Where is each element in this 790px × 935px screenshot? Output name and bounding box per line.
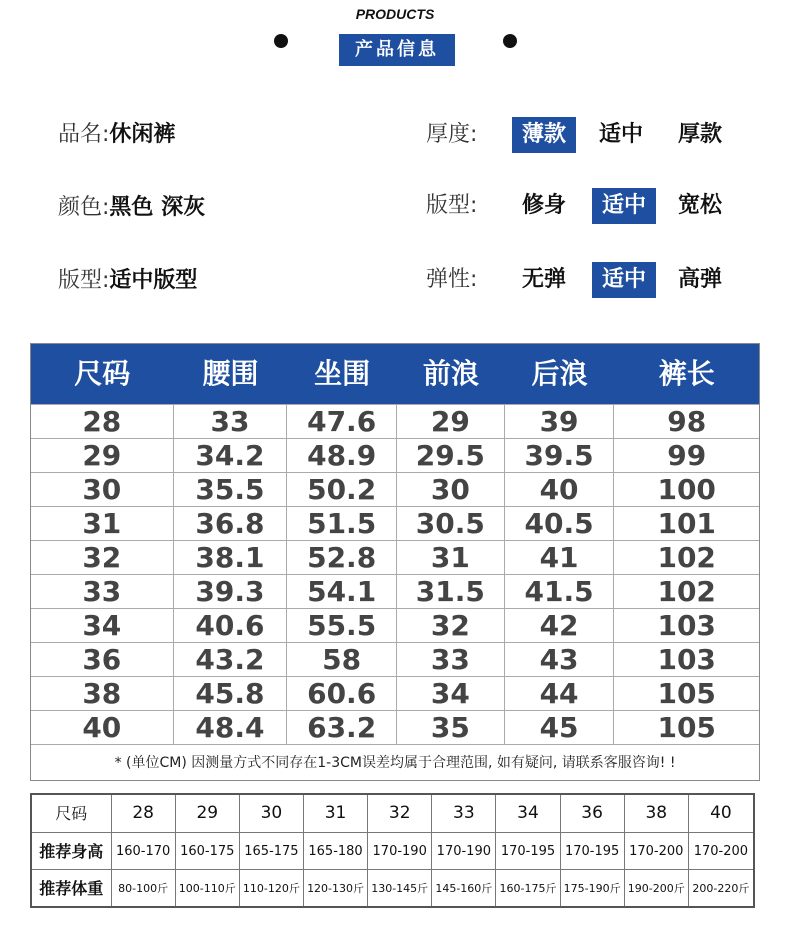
size-table-cell: 39 (505, 405, 615, 438)
info-name-label: 品名: (58, 122, 110, 147)
rec-weight-cell: 190-200斤 (625, 870, 689, 906)
size-table-cell: 36.8 (174, 507, 288, 540)
size-table-cell: 30 (397, 473, 505, 506)
option-thickness-thin: 薄款 (512, 117, 576, 153)
option-style-label: 版型: (426, 193, 478, 218)
option-thickness-label: 厚度: (426, 122, 478, 147)
header-back-rise: 后浪 (531, 357, 588, 390)
size-table-cell: 60.6 (287, 677, 397, 710)
rec-height-cell: 165-180 (304, 833, 368, 869)
rec-height-cell: 160-170 (112, 833, 176, 869)
option-elasticity-medium: 适中 (592, 262, 656, 298)
size-table-cell: 48.9 (287, 439, 397, 472)
recommend-table (30, 793, 755, 908)
size-table-row (31, 642, 759, 676)
rec-weight-cell: 100-110斤 (176, 870, 240, 906)
option-elasticity-label: 弹性: (426, 267, 478, 292)
rec-height-cell: 170-200 (693, 844, 749, 859)
option-elasticity-none: 无弹 (521, 267, 566, 292)
size-table-cell: 34 (31, 609, 174, 642)
rec-size-cell: 33 (432, 795, 496, 832)
size-table-cell: 101 (657, 507, 716, 540)
rec-size-cell: 34 (496, 795, 560, 832)
rec-size-cell: 28 (112, 795, 176, 832)
rec-height-cell: 170-195 (561, 833, 625, 869)
size-table-row (31, 404, 759, 438)
size-table-row (31, 506, 759, 540)
info-name-value: 休闲裤 (109, 122, 176, 147)
size-table-cell: 35 (397, 711, 505, 744)
size-table-cell: 31 (397, 541, 505, 574)
size-table-cell: 40.5 (505, 507, 615, 540)
rec-weight-cell: 120-130斤 (304, 870, 368, 906)
info-fit (58, 263, 197, 299)
size-table-cell: 102 (657, 541, 716, 574)
size-table-cell: 31.5 (397, 575, 505, 608)
size-table-cell: 30 (31, 473, 174, 506)
rec-height-label: 推荐身高 (32, 833, 112, 869)
rec-size-cell: 36 (561, 795, 625, 832)
rec-height-cell: 170-190 (432, 833, 496, 869)
rec-size-label: 尺码 (32, 795, 112, 832)
rec-size-cell: 32 (368, 795, 432, 832)
info-color-label: 颜色: (58, 195, 110, 220)
size-table-cell: 48.4 (174, 711, 288, 744)
size-table-cell: 34 (397, 677, 505, 710)
size-table-cell: 29 (397, 405, 505, 438)
bullet-dot-left (274, 34, 288, 48)
size-table-cell: 32 (397, 609, 505, 642)
size-table-cell: 41 (505, 541, 615, 574)
option-thickness (426, 117, 736, 153)
header-title: 产品信息 (339, 34, 455, 66)
info-color (58, 190, 205, 226)
rec-size-cell: 30 (240, 795, 304, 832)
rec-size-cell: 29 (176, 795, 240, 832)
size-table-cell: 40.6 (174, 609, 288, 642)
size-table-cell: 33 (174, 405, 288, 438)
option-style-regular: 适中 (592, 188, 656, 224)
option-thickness-medium: 适中 (598, 122, 643, 147)
rec-height-cell: 170-195 (496, 833, 560, 869)
rec-height-cell: 160-175 (176, 833, 240, 869)
option-thickness-thick: 厚款 (677, 122, 722, 147)
size-table-cell: 51.5 (287, 507, 397, 540)
size-table-cell: 29.5 (397, 439, 505, 472)
measurement-note: * (单位CM) 因测量方式不同存在1-3CM误差均属于合理范围, 如有疑问, 请联系客服咨询! ! (31, 744, 759, 780)
size-table-cell: 33 (397, 643, 505, 676)
rec-row-heights (32, 832, 753, 869)
size-table-cell: 100 (657, 473, 716, 506)
info-color-value: 黑色 深灰 (109, 195, 206, 220)
size-table-cell: 29 (31, 439, 174, 472)
size-table (30, 343, 760, 781)
option-style-loose: 宽松 (677, 193, 722, 218)
size-table-cell: 47.6 (287, 405, 397, 438)
size-table-cell: 38.1 (174, 541, 288, 574)
size-table-row (31, 438, 759, 472)
size-table-cell: 42 (505, 609, 615, 642)
size-table-row (31, 676, 759, 710)
rec-weight-label: 推荐体重 (32, 870, 112, 906)
rec-weight-cell: 130-145斤 (368, 870, 432, 906)
option-elasticity (426, 262, 736, 298)
size-table-row (31, 472, 759, 506)
size-table-cell: 105 (657, 677, 716, 710)
header-hip: 坐围 (314, 357, 371, 390)
size-table-cell: 58 (287, 643, 397, 676)
bullet-dot-right (503, 34, 517, 48)
option-elasticity-high: 高弹 (677, 267, 722, 292)
size-table-row (31, 710, 759, 744)
rec-weight-cell: 80-100斤 (112, 870, 176, 906)
size-table-cell: 44 (505, 677, 615, 710)
size-table-header (31, 344, 759, 404)
size-table-cell: 43.2 (174, 643, 288, 676)
rec-height-cell: 165-175 (240, 833, 304, 869)
option-style-slim: 修身 (521, 193, 566, 218)
info-fit-label: 版型: (58, 268, 110, 293)
rec-weight-cell: 200-220斤 (692, 882, 750, 895)
rec-weight-cell: 160-175斤 (496, 870, 560, 906)
info-name (58, 117, 175, 153)
size-table-cell: 45 (505, 711, 615, 744)
size-table-row (31, 540, 759, 574)
option-style (426, 188, 736, 224)
header-front-rise: 前浪 (422, 357, 479, 390)
size-table-cell: 33 (31, 575, 174, 608)
header-size: 尺码 (74, 357, 131, 390)
size-table-cell: 35.5 (174, 473, 288, 506)
size-table-cell: 52.8 (287, 541, 397, 574)
size-table-cell: 41.5 (505, 575, 615, 608)
rec-size-cell: 40 (710, 803, 732, 823)
size-table-cell: 28 (31, 405, 174, 438)
size-table-row (31, 608, 759, 642)
size-table-cell: 50.2 (287, 473, 397, 506)
size-table-cell: 98 (667, 405, 707, 438)
size-table-cell: 31 (31, 507, 174, 540)
size-table-cell: 103 (657, 643, 716, 676)
size-table-cell: 105 (657, 711, 716, 744)
header-en: PRODUCTS (355, 6, 435, 22)
size-table-cell: 36 (31, 643, 174, 676)
header-length: 裤长 (658, 357, 715, 390)
size-table-cell: 34.2 (174, 439, 288, 472)
size-table-cell: 45.8 (174, 677, 288, 710)
size-table-cell: 43 (505, 643, 615, 676)
rec-size-cell: 38 (625, 795, 689, 832)
size-table-cell: 30.5 (397, 507, 505, 540)
size-table-cell: 40 (505, 473, 615, 506)
rec-weight-cell: 175-190斤 (561, 870, 625, 906)
size-table-cell: 103 (657, 609, 716, 642)
size-table-cell: 39.5 (505, 439, 615, 472)
rec-row-weights (32, 869, 753, 906)
size-table-cell: 38 (31, 677, 174, 710)
rec-height-cell: 170-200 (625, 833, 689, 869)
rec-size-cell: 31 (304, 795, 368, 832)
rec-weight-cell: 145-160斤 (432, 870, 496, 906)
header-waist: 腰围 (202, 357, 259, 390)
size-table-cell: 39.3 (174, 575, 288, 608)
size-table-cell: 102 (657, 575, 716, 608)
size-table-cell: 54.1 (287, 575, 397, 608)
info-fit-value: 适中版型 (109, 268, 198, 293)
size-table-cell: 40 (31, 711, 174, 744)
rec-weight-cell: 110-120斤 (240, 870, 304, 906)
size-table-cell: 99 (667, 439, 707, 472)
size-table-cell: 32 (31, 541, 174, 574)
size-table-row (31, 574, 759, 608)
size-table-cell: 63.2 (287, 711, 397, 744)
size-table-cell: 55.5 (287, 609, 397, 642)
rec-height-cell: 170-190 (368, 833, 432, 869)
rec-row-sizes (32, 795, 753, 832)
